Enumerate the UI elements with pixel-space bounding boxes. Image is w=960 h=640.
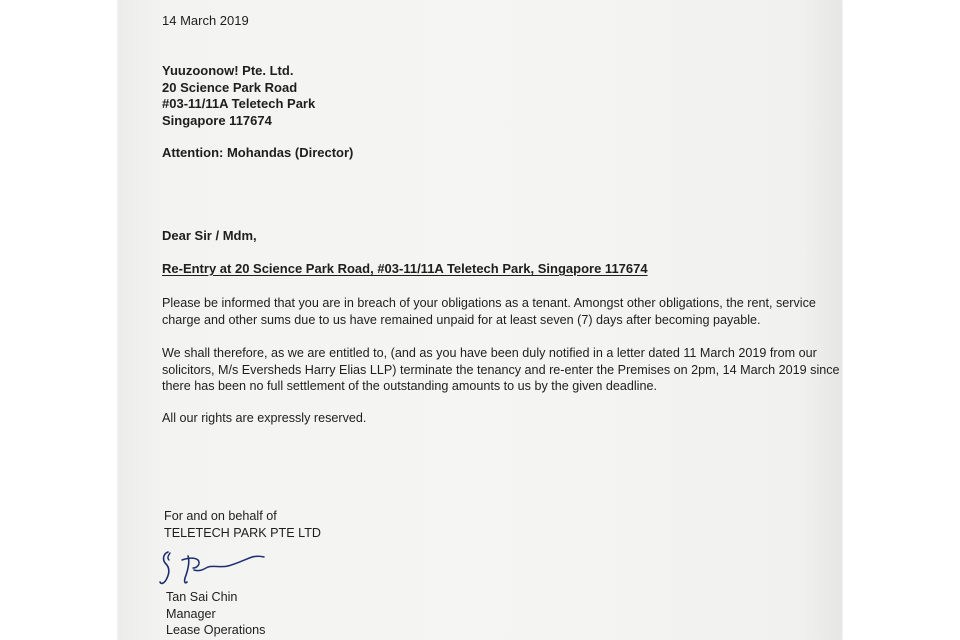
salutation: Dear Sir / Mdm, bbox=[162, 228, 257, 243]
paragraph-line: charge and other sums due to us have remained unpaid for at least seven (7) days after becoming payable. bbox=[162, 312, 761, 327]
paragraph-line: Please be informed that you are in breach of your obligations as a tenant. Amongst other obligations, the rent, service bbox=[162, 296, 816, 310]
paragraph-line: solicitors, M/s Eversheds Harry Elias LLP) terminate the tenancy and re-enter the Premises on 2pm, 14 March 2019 since bbox=[162, 362, 840, 377]
closing-block bbox=[164, 508, 321, 541]
company-name: TELETECH PARK PTE LTD bbox=[164, 525, 321, 540]
paragraph-line: there has been no full settlement of the outstanding amounts to us by the given deadline. bbox=[162, 379, 657, 393]
paragraph-breach bbox=[162, 295, 816, 328]
signer-name: Tan Sai Chin bbox=[166, 590, 238, 604]
signer-block bbox=[166, 589, 265, 639]
closing-line: For and on behalf of bbox=[164, 509, 277, 523]
paragraph-line: We shall therefore, as we are entitled to, (and as you have been duly notified in a letter dated 11 March 2019 from our bbox=[162, 346, 817, 360]
paragraph-line: All our rights are expressly reserved. bbox=[162, 411, 367, 425]
signer-title: Manager bbox=[166, 606, 216, 621]
paragraph-termination bbox=[162, 345, 840, 395]
recipient-address-line3: Singapore 117674 bbox=[162, 112, 272, 128]
handwritten-signature bbox=[158, 548, 268, 590]
signer-department: Lease Operations bbox=[166, 623, 266, 637]
paragraph-rights-reserved bbox=[162, 410, 802, 427]
recipient-address bbox=[162, 63, 315, 129]
letter-body bbox=[118, 0, 842, 640]
letter-paper bbox=[118, 0, 842, 640]
attention-line: Attention: Mohandas (Director) bbox=[162, 145, 354, 160]
subject-line: Re-Entry at 20 Science Park Road, #03-11/11A Teletech Park, Singapore 117674 bbox=[162, 261, 648, 276]
recipient-address-line1: 20 Science Park Road bbox=[162, 79, 298, 95]
recipient-company: Yuuzoonow! Pte. Ltd. bbox=[162, 63, 294, 78]
recipient-address-line2: #03-11/11A Teletech Park bbox=[162, 96, 316, 111]
letter-date: 14 March 2019 bbox=[162, 13, 249, 28]
